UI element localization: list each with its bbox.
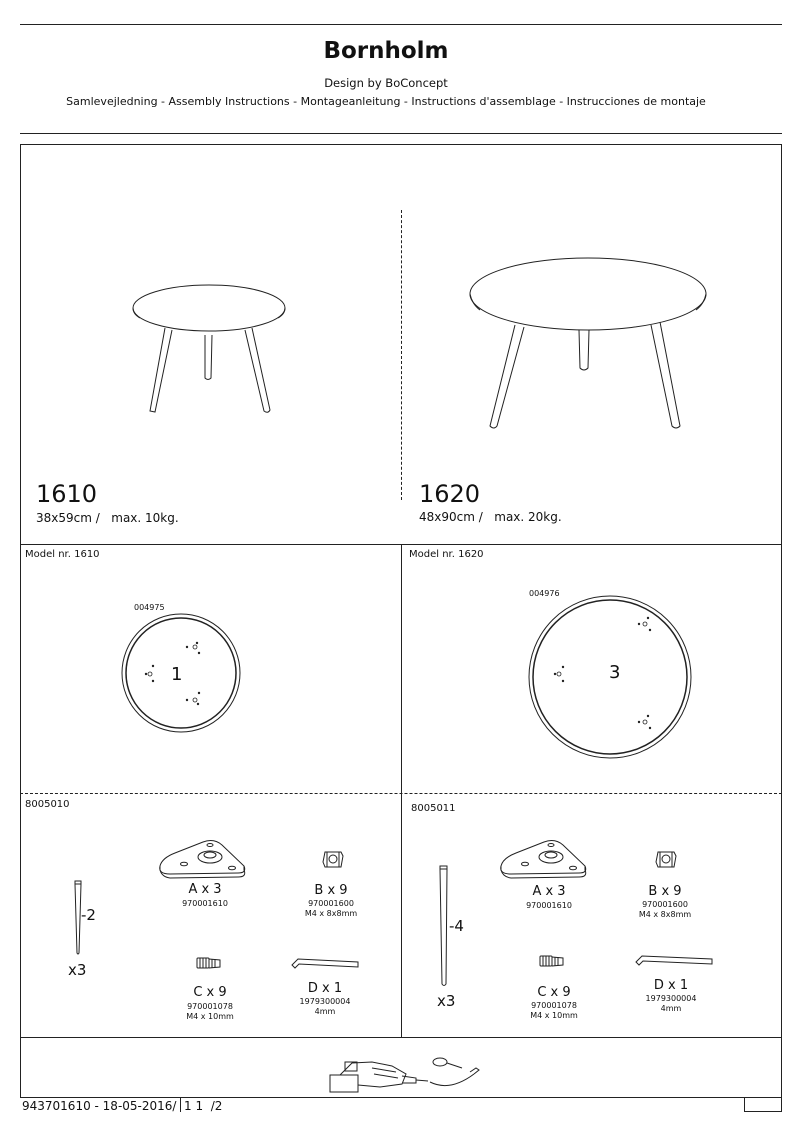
model-1610-max-load: max. 10kg.	[111, 511, 179, 525]
top-1610-number: 1	[171, 664, 183, 685]
kit-1-part-b-spec: M4 x 8x8mm	[304, 909, 358, 918]
kit-1-code: 8005010	[25, 799, 70, 810]
kit-2-part-d-code: 1979300004	[645, 994, 697, 1003]
model-number-1610: 1610	[36, 480, 98, 508]
kit-2-part-b-spec: M4 x 8x8mm	[638, 910, 692, 919]
top-1620-label: Model nr. 1620	[409, 549, 484, 560]
kit-2-part-d-label: D x 1	[653, 978, 689, 993]
kit-1-leg-number: -2	[81, 906, 96, 924]
top-1610-part-code: 004975	[134, 603, 165, 612]
footer-divider	[180, 1098, 181, 1112]
model-1610-size: 38x59cm /	[36, 511, 100, 525]
footer-page-box	[744, 1098, 782, 1112]
top-1620-number: 3	[609, 662, 621, 683]
kit-1-part-a-code: 970001610	[182, 899, 228, 908]
footer-document-reference: 943701610 - 18-05-2016/	[22, 1099, 177, 1113]
footer-page-number: 1 1 /2	[184, 1099, 223, 1113]
model-1620-max-load: max. 20kg.	[494, 510, 562, 524]
kit-2-leg-quantity: x3	[437, 992, 456, 1010]
top-1610-label: Model nr. 1610	[25, 549, 100, 560]
kit-2-part-b-label: B x 9	[648, 884, 682, 899]
document-title: Bornholm	[323, 38, 449, 64]
kit-2-part-c-code: 970001078	[531, 1001, 577, 1010]
kit-1-part-c-label: C x 9	[193, 985, 227, 1000]
model-number-1620: 1620	[419, 480, 481, 508]
model-1620-size: 48x90cm /	[419, 510, 483, 524]
kit-2-part-a-code: 970001610	[526, 901, 572, 910]
kit-1-part-c-code: 970001078	[187, 1002, 233, 1011]
kit-1-part-d-label: D x 1	[307, 981, 343, 996]
kit-2-part-b-code: 970001600	[642, 900, 688, 909]
kit-2-part-c-label: C x 9	[537, 985, 571, 1000]
kit-1-part-d-code: 1979300004	[299, 997, 351, 1006]
kit-2-code: 8005011	[411, 803, 456, 814]
top-1620-part-code: 004976	[529, 589, 560, 598]
kit-1-part-d-spec: 4mm	[314, 1007, 336, 1016]
designer-credit: Design by BoConcept	[324, 76, 448, 90]
kit-1-part-b-label: B x 9	[314, 883, 348, 898]
kit-2-leg-number: -4	[449, 917, 464, 935]
instructions-languages: Samlevejledning - Assembly Instructions - Montageanleitung - Instructions d'assemblage - Instrucciones de montaje	[66, 95, 706, 108]
kit-2-part-d-spec: 4mm	[660, 1004, 682, 1013]
kit-2-part-a-label: A x 3	[532, 884, 566, 899]
kit-1-part-b-code: 970001600	[308, 899, 354, 908]
kit-1-part-c-spec: M4 x 10mm	[186, 1012, 234, 1021]
kit-2-part-c-spec: M4 x 10mm	[530, 1011, 578, 1020]
kit-1-part-a-label: A x 3	[188, 882, 222, 897]
kit-1-leg-quantity: x3	[68, 961, 87, 979]
